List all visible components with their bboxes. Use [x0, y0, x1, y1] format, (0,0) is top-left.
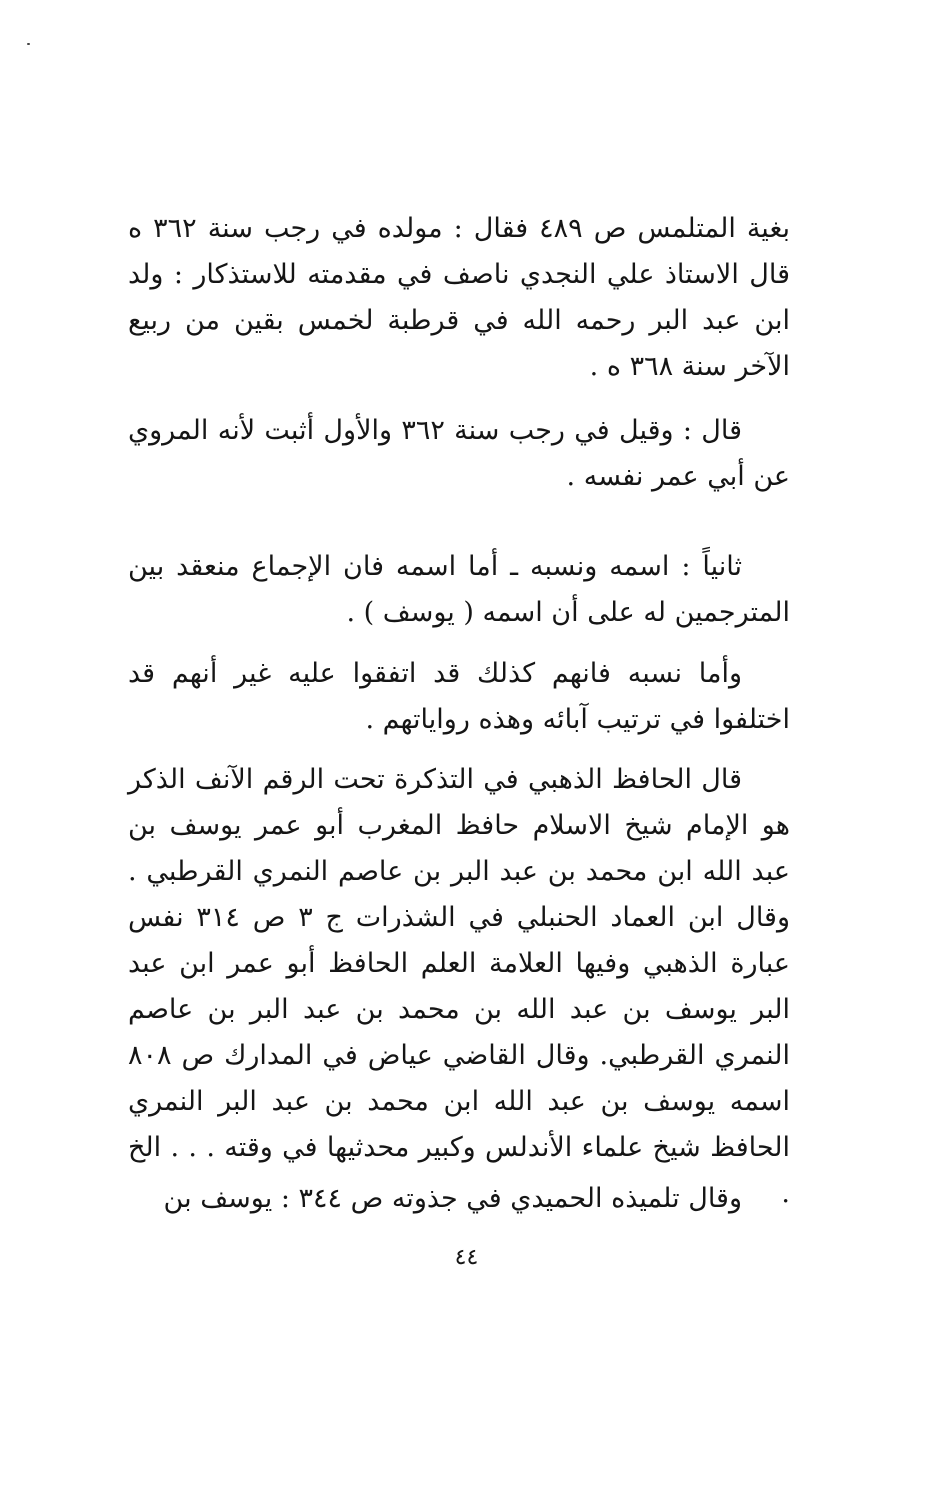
paragraph-3: ثانياً : اسمه ونسبه ـ أما اسمه فان الإجماع منعقد بين المترجمين له على أن اسمه ( يوسف ) .	[128, 551, 790, 628]
paragraph-4: وأما نسبه فانهم كذلك قد اتفقوا عليه غير أنهم قد اختلفوا في ترتيب آبائه وهذه رواياتهم .	[128, 658, 790, 735]
text-column	[128, 408, 790, 500]
paragraph-5: قال الحافظ الذهبي في التذكرة تحت الرقم الآنف الذكر هو الإمام شيخ الاسلام حافظ المغرب أبو عمر يوسف بن عبد الله ابن محمد بن عبد البر بن عاصم النمري القرطبي . وقال ابن العماد الحنبلي في الشذرات ج ٣ ص ٣١٤ نفس عبارة الذهبي وفيها العلامة العلم الحافظ أبو عمر ابن عبد البر يوسف بن عبد الله بن محمد بن عبد البر بن عاصم النمري القرطبي. وقال القاضي عياض في المدارك ص ٨٠٨ اسمه يوسف بن عبد الله ابن محمد بن عبد البر النمري الحافظ شيخ علماء الأندلس وكبير محدثيها في وقته . . . الخ .	[128, 764, 790, 1209]
paragraph-1: بغية المتلمس ص ٤٨٩ فقال : مولده في رجب سنة ٣٦٢ ه قال الاستاذ علي النجدي ناصف في مقدمته للاستذكار : ولد ابن عبد البر رحمه الله في قرطبة لخمس بقين من ربيع الآخر سنة ٣٦٨ ه .	[128, 213, 790, 382]
paragraph-2: قال : وقيل في رجب سنة ٣٦٢ والأول أثبت لأنه المروي عن أبي عمر نفسه .	[128, 415, 790, 492]
text-column	[128, 544, 790, 636]
scan-speck	[27, 43, 30, 45]
paragraph-6: وقال تلميذه الحميدي في جذوته ص ٣٤٤ : يوسف بن	[163, 1183, 742, 1214]
text-column	[128, 206, 790, 390]
text-column	[128, 651, 790, 743]
text-column	[128, 1176, 790, 1222]
text-column	[128, 757, 790, 1217]
page-number: ٤٤	[454, 1245, 479, 1270]
